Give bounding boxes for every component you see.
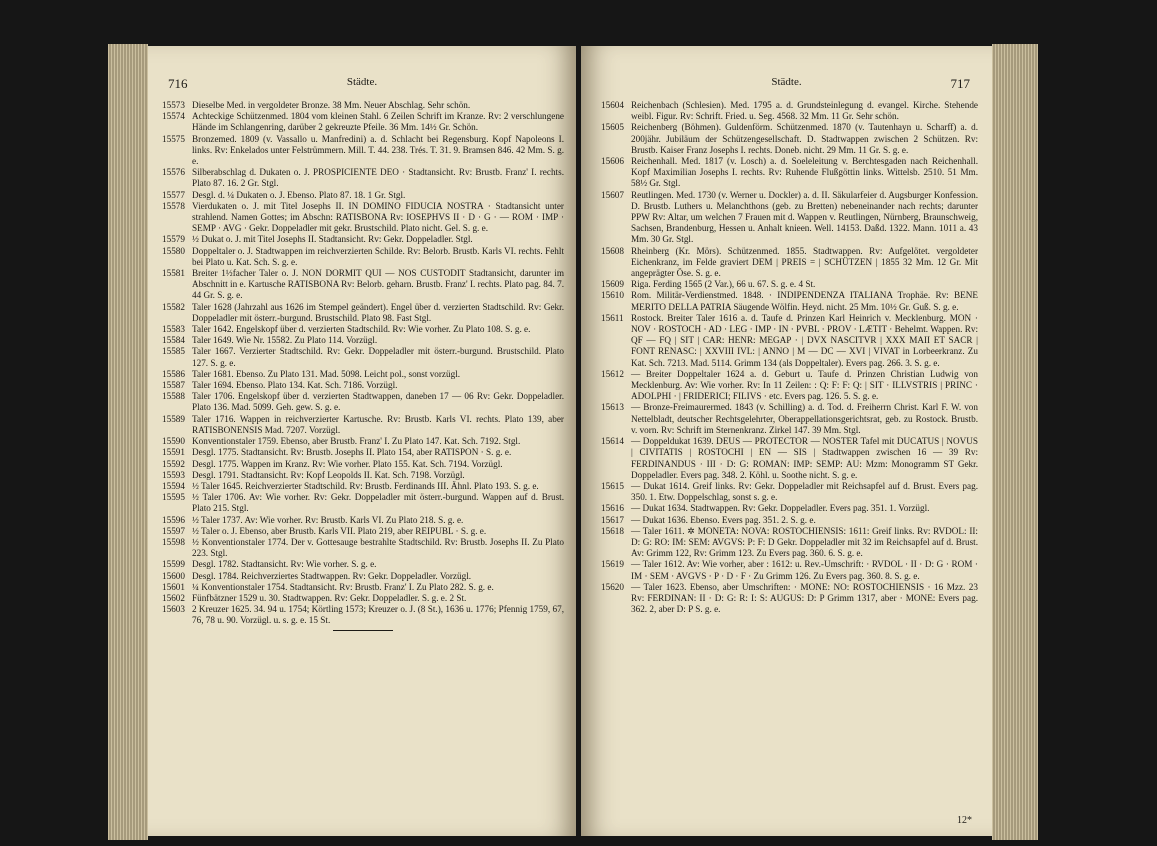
catalogue-entry — [162, 391, 564, 413]
entry-number: 15585 — [162, 346, 185, 357]
entry-number: 15596 — [162, 514, 185, 525]
entry-number: 15574 — [162, 111, 185, 122]
entry-text: ½ Taler 1737. Av: Wie vorher. Rv: Brustb. Karls VI. Zu Plato 218. S. g. e. — [192, 514, 464, 525]
entry-text: 2 Kreuzer 1625. 34. 94 u. 1754; Körtling 1573; Kreuzer o. J. (8 St.), 1636 u. 1776; Pfennig 1759, 67, 76, 78 u. 90. Vorzügl. u. s. g. e. 15 St. — [192, 604, 564, 626]
entry-text: Taler 1716. Wappen in reichverzierter Kartusche. Rv: Brustb. Karls VI. rechts. Plato 139, aber RATISBONENSIS Mad. 7207. Vorzügl. — [192, 413, 564, 435]
entry-number: 15604 — [601, 100, 624, 110]
catalogue-entry — [162, 459, 564, 470]
entry-text: Reichenhall. Med. 1817 (v. Losch) a. d. Soeleleitung v. Berchtesgaden nach Reichenhall. Kopf Maximilian Josephs I. rechts. Rv: Ruhende Flußgöttin links. Wittelsb. 2510. 51 Mm. 58½ Gr. Stgl. — [631, 156, 978, 189]
entry-number: 15594 — [162, 480, 185, 491]
entry-text: — Doppeldukat 1639. DEUS — PROTECTOR — NOSTER Tafel mit DUCATUS | NOVUS | CIVITATIS | ROSTOCHI | EN — SIS | Stadtwappen zwischen 16 — 39 Rv: FERDINANDUS · III · D: G: ROMAN: IMP: SEMP: AU: Mzm: Monogramm ST Gekr. Doppeladler. Evers pag. 348. 2. Köhl. u. Soothe nicht. S. g. e. — [631, 436, 978, 480]
entry-text: Taler 1681. Ebenso. Zu Plato 131. Mad. 5098. Leicht pol., sonst vorzügl. — [192, 368, 461, 379]
entry-text: Taler 1628 (Jahrzahl aus 1626 im Stempel geändert). Engel über d. verzierten Stadtschild. Rv: Gekr. Doppeladler mit österr.-burgund. Brustschild. Plato 98. Fast Stgl. — [192, 301, 564, 323]
entry-text: ½ Konventionstaler 1774. Der v. Gottesauge bestrahlte Stadtschild. Rv: Brustb. Josephs II. Zu Plato 223. Stgl. — [192, 536, 564, 559]
running-head: Städte. — [771, 76, 802, 88]
entry-text: Reichenberg (Böhmen). Guldenförm. Schützenmed. 1870 (v. Tautenhayn u. Scharff) a. d. 200jähr. Jubiläum der Schützengesellschaft. D. Stadtwappen zwischen 2 Schützen. Rv: Brustb. Kaiser Franz Josephs I. rechts. Doneb. nicht. 29 Mm. 11 Gr. S. g. e. — [631, 122, 978, 155]
catalogue-entry — [162, 492, 564, 514]
entry-number: 15617 — [601, 514, 624, 525]
entry-number: 15598 — [162, 536, 185, 547]
catalogue-entry — [162, 201, 564, 235]
catalogue-entry — [162, 582, 564, 593]
catalogue-entry — [601, 436, 978, 481]
entry-number: 15613 — [601, 402, 624, 413]
entry-text: ½ Dukat o. J. mit Titel Josephs II. Stadtansicht. Rv: Gekr. Doppeladler. Stgl. — [192, 234, 473, 245]
catalogue-entry — [601, 515, 978, 526]
catalogue-entry — [162, 100, 564, 111]
entry-number: 15615 — [601, 480, 624, 491]
running-head: Städte. — [346, 76, 378, 88]
entry-number: 15589 — [162, 413, 185, 424]
catalogue-entry — [601, 526, 978, 560]
entry-number: 15586 — [162, 368, 185, 379]
entry-text: Fünfbätzner 1529 u. 30. Stadtwappen. Rv: Gekr. Doppeladler. S. g. e. 2 St. — [192, 592, 467, 603]
catalogue-entry — [162, 593, 564, 604]
catalogue-entry — [162, 604, 564, 626]
page-edges-right — [992, 44, 1038, 840]
entry-number: 15582 — [162, 301, 185, 312]
page-number: 716 — [168, 76, 188, 91]
entry-text: Reichenbach (Schlesien). Med. 1795 a. d. Grundsteinlegung d. evangel. Kirche. Stehende weibl. Figur. Rv: Schrift. Fried. u. Seg. 4568. 32 Mm. 11 Gr. Sehr schön. — [631, 100, 978, 122]
entry-text: — Taler 1612. Av: Wie vorher, aber : 1612: u. Rev.-Umschrift: · RVDOL · II · D: G · ROM · IM · SEM · AVGVS · P · D · F · Zu Grimm 126. Zu Evers pag. 360. 8. S. g. e. — [631, 559, 978, 581]
page-number: 717 — [950, 76, 970, 91]
left-catalogue-entries — [162, 100, 564, 631]
entry-text: Breiter 1½facher Taler o. J. NON DORMIT QUI — NOS CUSTODIT Stadtansicht, darunter im Abschnitt in e. Kartusche RATISBONA Rv: Belorb. geharn. Brustb. Franz' I. rechts. Plato pag. 84. 7. 44 Gr. S. g. e. — [192, 268, 564, 301]
entry-number: 15580 — [162, 245, 185, 256]
entry-text: Reutlingen. Med. 1730 (v. Werner u. Dockler) a. d. II. Säkularfeier d. Augsburger Konfession. D. Brustb. Luthers u. Melanchthons (geb. zu Bretten) nebeneinander nach rechts; darunter PPW Rv: Altar, um welchen 7 Frauen mit d. Wappen v. Reutlingen, Nürnberg, Braunschweig, Sachsen, Brandenburg, Hessen u. Anhalt knieen. Well. 14153. Daßd. 1322. Mann. 1011 a. 43 Mm. 30 Gr. Stgl. — [631, 189, 978, 245]
entry-text: Desgl. 1791. Stadtansicht. Rv: Kopf Leopolds II. Kat. Sch. 7198. Vorzügl. — [192, 469, 465, 480]
entry-number: 15593 — [162, 469, 185, 480]
entry-text: — Taler 1611. ✲ MONETA: NOVA: ROSTOCHIENSIS: 1611: Greif links. Rv: RVDOL: II: D: G: RO: IM: SEM: AVGVS: P: F: D Gekr. Doppeladler mit 32 im Reichsapfel auf d. Brust. Av: Grimm 122, Rv: Grimm 123. Zu Evers pag. 360. 6. S. g. e. — [631, 525, 978, 559]
catalogue-entry — [601, 503, 978, 514]
entry-text: ½ Taler o. J. Ebenso, aber Brustb. Karls VII. Plato 219, aber REIPUBL · S. g. e. — [192, 525, 487, 536]
left-page-header — [166, 76, 558, 92]
catalogue-entry — [162, 436, 564, 447]
entry-text: — Dukat 1634. Stadtwappen. Rv: Gekr. Doppeladler. Evers pag. 351. 1. Vorzügl. — [631, 503, 930, 514]
entry-text: — Dukat 1614. Greif links. Rv: Gekr. Doppeladler mit Reichsapfel auf d. Brust. Evers pag. 350. 1. Etw. Doppelschlag, sonst s. g. e. — [631, 480, 978, 503]
catalogue-entry — [601, 313, 978, 369]
entry-number: 15573 — [162, 100, 185, 110]
catalogue-entry — [601, 190, 978, 246]
entry-text: Doppeltaler o. J. Stadtwappen im reichverzierten Schilde. Rv: Belorb. Brustb. Karls VI. rechts. Fehlt bei Plato u. Kat. Sch. S. g. e. — [192, 245, 564, 267]
catalogue-entry — [162, 470, 564, 481]
entry-number: 15599 — [162, 559, 185, 570]
catalogue-entry — [162, 346, 564, 368]
catalogue-entry — [601, 156, 978, 190]
catalogue-entry — [162, 246, 564, 268]
entry-text: Silberabschlag d. Dukaten o. J. PROSPICIENTE DEO · Stadtansicht. Rv: Brustb. Franz' I. rechts. Plato 87. 16. 2 Gr. Stgl. — [192, 167, 564, 189]
entry-text: Rostock. Breiter Taler 1616 a. d. Taufe d. Prinzen Karl Heinrich v. Mecklenburg. MON · NOV · ROSTOCH · AD · LEG · IMP · IN · PVBL · PROV · LÆTIT · Behelmt. Wappen. Rv: QF — FQ | SIT | CAR: HENR: MEGAP · | DVX NASCITVR | XXX MAII ET SACR | FONT RENASC: | XXVIII IVL: | ANNO | M — DC — XVI | VIVAT in Lorbeerkranz. Zu Kat. Sch. 7213. Mad. 5114. Grimm 134 (als Doppeltaler). Evers pag. 266. 3. S. g. e. — [631, 312, 978, 368]
page-edges-left — [108, 44, 148, 840]
entry-number: 15584 — [162, 335, 185, 346]
catalogue-entry — [162, 526, 564, 537]
entry-text: Taler 1642. Engelskopf über d. verzierten Stadtschild. Rv: Wie vorher. Zu Plato 108. S. g. e. — [192, 324, 531, 335]
catalogue-entry — [162, 481, 564, 492]
entry-text: Rom. Militär-Verdienstmed. 1848. · INDIPENDENZA ITALIANA Trophäe. Rv: BENE MERITO DELLA PATRIA Säugende Wölfin. Heyd. nicht. 25 Mm. 10½ Gr. Guß. S. g. e. — [631, 290, 978, 312]
catalogue-entry — [601, 246, 978, 280]
right-page — [581, 46, 992, 836]
catalogue-entry — [601, 279, 978, 290]
catalogue-entry — [601, 369, 978, 403]
catalogue-entry — [162, 234, 564, 245]
catalogue-entry — [601, 402, 978, 436]
entry-text: ½ Taler 1645. Reichverzierter Stadtschild. Rv: Brustb. Ferdinands III. Ähnl. Plato 193. S. g. e. — [192, 480, 539, 491]
entry-text: Desgl. 1784. Reichverziertes Stadtwappen. Rv: Gekr. Doppeladler. Vorzügl. — [192, 570, 472, 581]
end-rule — [333, 630, 393, 631]
entry-text: Taler 1694. Ebenso. Plato 134. Kat. Sch. 7186. Vorzügl. — [192, 380, 398, 391]
right-page-header — [599, 76, 974, 92]
entry-text: ½ Taler 1706. Av: Wie vorher. Rv: Gekr. Doppeladler mit österr.-burgund. Wappen auf d. Brust. Plato 215. Stgl. — [192, 492, 564, 514]
entry-number: 15609 — [601, 279, 624, 290]
catalogue-entry — [601, 290, 978, 312]
entry-text: Achteckige Schützenmed. 1804 vom kleinen Stahl. 6 Zeilen Schrift im Kranze. Rv: 2 verschlungene Hände im Schlangenring, darüber 2 gekreuzte Pfeile. 36 Mm. 14½ Gr. Schön. — [192, 111, 564, 133]
entry-text: Taler 1667. Verzierter Stadtschild. Rv: Gekr. Doppeladler mit österr.-burgund. Brustschild. Plato 127. S. g. e. — [192, 346, 564, 368]
entry-text: Desgl. 1775. Wappen im Kranz. Rv: Wie vorher. Plato 155. Kat. Sch. 7194. Vorzügl. — [192, 458, 503, 469]
right-catalogue-entries — [601, 100, 978, 615]
catalogue-entry — [162, 515, 564, 526]
entry-text: — Dukat 1636. Ebenso. Evers pag. 351. 2. S. g. e. — [631, 514, 816, 525]
signature-mark: 12* — [957, 815, 972, 826]
entry-text: Bronzemed. 1809 (v. Vassallo u. Manfredini) a. d. Schlacht bei Regensburg. Kopf Napoleons I. links. Rv: Enkelados unter Felstrümmern. Mill. T. 44. 238. Trés. T. 31. 9. Bramsen 846. 42 Mm. S. g. e. — [192, 133, 564, 167]
catalogue-entry — [162, 134, 564, 168]
entry-number: 15576 — [162, 167, 185, 178]
entry-text: ¼ Konventionstaler 1754. Stadtansicht. Rv: Brustb. Franz' I. Zu Plato 282. S. g. e. — [192, 581, 494, 592]
entry-text: Desgl. 1782. Stadtansicht. Rv: Wie vorher. S. g. e. — [192, 559, 377, 570]
entry-text: — Taler 1623. Ebenso, aber Umschriften: · MONE: NO: ROSTOCHIENSIS · 16 Mzz. 23 Rv: FERDINAN: II · D: G: R: I: S: AUGUS: D: P Grimm 1317, aber · MONE: Evers pag. 362. 2, aber D: P S. g. e. — [631, 581, 978, 615]
catalogue-entry — [601, 100, 978, 122]
entry-number: 15583 — [162, 324, 185, 335]
entry-number: 15618 — [601, 525, 624, 536]
catalogue-entry — [162, 537, 564, 559]
entry-number: 15587 — [162, 380, 185, 391]
left-page — [148, 46, 576, 836]
entry-text: — Bronze-Freimaurermed. 1843 (v. Schilling) a. d. Tod. d. Freiherrn Christ. Karl F. W. von Nettelbladt, deutscher Rechtsgelehrter, Oberappellationsgerichtsrat, geb. zu Rostock. Brustb. v. vorn. Rv: Schrift im Sternenkranz. Zirkel 147. 39 Mm. Stgl. — [631, 402, 978, 435]
entry-number: 15611 — [601, 312, 624, 323]
entry-number: 15601 — [162, 581, 185, 592]
entry-text: Rheinberg (Kr. Mörs). Schützenmed. 1855. Stadtwappen. Rv: Aufgelötet. vergoldeter Eichenkranz, im Felde graviert DEM | PREIS = | SCHÜTZEN | 1855 32 Mm. 12 Gr. Mit angeprägter Öse. S. g. e. — [631, 245, 978, 279]
entry-text: Vierdukaten o. J. mit Titel Josephs II. IN DOMINO FIDUCIA NOSTRA · Stadtansicht unter strahlend. Namen Gottes; im Abschn: RATISBONA Rv: IOSEPHVS II · D · G · — ROM · IMP · SEMP · AVG · Gekr. Doppeladler mit gekr. Brustschild. Plato nicht. Gel. S. g. e. — [192, 200, 564, 234]
entry-text: — Breiter Doppeltaler 1624 a. d. Geburt u. Taufe d. Prinzen Christian Ludwig von Mecklenburg. Av: Wie vorher. Rv: In 11 Zeilen: : Q: F: F: Q: | SIT · ILLVSTRIS | PRINC · ADOLPHI · | FRIDERICI; FILIVS · etc. Evers pag. 126. 5. S. g. e. — [631, 368, 978, 402]
entry-text: Taler 1706. Engelskopf über d. verzierten Stadtwappen, daneben 17 — 06 Rv: Gekr. Doppeladler. Plato 136. Mad. 5099. Geh. gew. S. g. e. — [192, 391, 564, 413]
catalogue-entry — [162, 369, 564, 380]
entry-text: Riga. Ferding 1565 (2 Var.), 66 u. 67. S. g. e. 4 St. — [631, 279, 816, 290]
entry-number: 15619 — [601, 559, 624, 570]
catalogue-entry — [601, 122, 978, 156]
entry-text: Dieselbe Med. in vergoldeter Bronze. 38 Mm. Neuer Abschlag. Sehr schön. — [192, 100, 471, 110]
entry-number: 15578 — [162, 200, 185, 211]
entry-number: 15616 — [601, 503, 624, 514]
entry-number: 15610 — [601, 290, 624, 301]
entry-number: 15575 — [162, 133, 185, 144]
entry-number: 15591 — [162, 447, 185, 458]
entry-number: 15602 — [162, 592, 185, 603]
entry-number: 15579 — [162, 234, 185, 245]
entry-number: 15590 — [162, 436, 185, 447]
entry-number: 15588 — [162, 391, 185, 402]
entry-number: 15592 — [162, 458, 185, 469]
entry-text: Konventionstaler 1759. Ebenso, aber Brustb. Franz' I. Zu Plato 147. Kat. Sch. 7192. Stgl. — [192, 436, 521, 447]
entry-number: 15603 — [162, 604, 185, 615]
catalogue-entry — [162, 111, 564, 133]
entry-number: 15581 — [162, 268, 185, 279]
catalogue-entry — [601, 582, 978, 616]
catalogue-entry — [162, 571, 564, 582]
catalogue-entry — [162, 559, 564, 570]
entry-number: 15608 — [601, 245, 624, 256]
entry-number: 15597 — [162, 525, 185, 536]
catalogue-entry — [162, 167, 564, 189]
catalogue-entry — [601, 481, 978, 503]
entry-number: 15620 — [601, 581, 624, 592]
catalogue-entry — [601, 559, 978, 581]
entry-number: 15605 — [601, 122, 624, 133]
catalogue-entry — [162, 190, 564, 201]
catalogue-entry — [162, 302, 564, 324]
catalogue-entry — [162, 268, 564, 302]
catalogue-entry — [162, 335, 564, 346]
entry-number: 15606 — [601, 156, 624, 167]
entry-number: 15577 — [162, 189, 185, 200]
entry-number: 15614 — [601, 436, 624, 447]
entry-number: 15600 — [162, 570, 185, 581]
entry-number: 15612 — [601, 368, 624, 379]
catalogue-entry — [162, 324, 564, 335]
catalogue-entry — [162, 447, 564, 458]
entry-text: Taler 1649. Wie Nr. 15582. Zu Plato 114. Vorzügl. — [192, 335, 378, 346]
entry-number: 15607 — [601, 189, 624, 200]
entry-text: Desgl. 1775. Stadtansicht. Rv: Brustb. Josephs II. Plato 154, aber RATISPON · S. g. e. — [192, 447, 512, 458]
entry-number: 15595 — [162, 492, 185, 503]
entry-text: Desgl. d. ¼ Dukaten o. J. Ebenso. Plato 87. 18. 1 Gr. Stgl. — [192, 189, 406, 200]
catalogue-entry — [162, 414, 564, 436]
catalogue-entry — [162, 380, 564, 391]
